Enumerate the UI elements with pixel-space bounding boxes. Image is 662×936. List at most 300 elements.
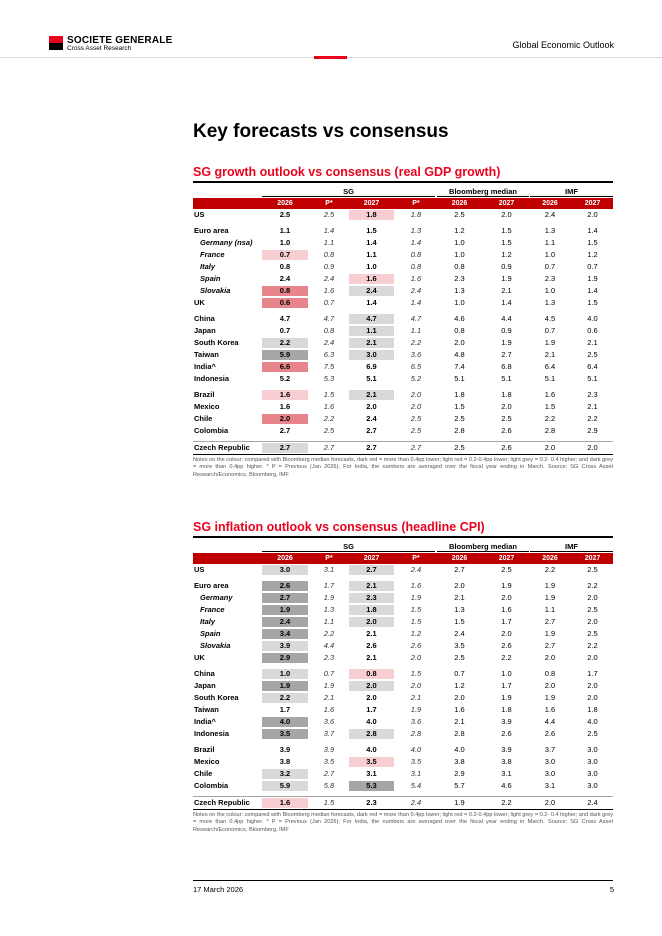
table-cell: 3.1 xyxy=(410,768,422,778)
table-cell: 5.7 xyxy=(454,780,465,790)
row-label: Slovakia xyxy=(200,640,231,650)
brand-subtitle: Cross Asset Research xyxy=(67,45,132,52)
table-cell: 0.8 xyxy=(544,668,556,678)
table-cell: 4.7 xyxy=(323,313,335,323)
table-cell: 1.7 xyxy=(279,704,291,714)
table-cell: 1.0 xyxy=(454,249,465,259)
table-cell: 5.1 xyxy=(366,373,377,383)
group-header: Bloomberg median xyxy=(449,186,517,196)
table-cell: 2.5 xyxy=(587,728,598,738)
table-cell: 1.8 xyxy=(454,389,465,399)
table-cell: 1.9 xyxy=(410,704,422,714)
header-accent-bar xyxy=(314,56,347,59)
table-row xyxy=(193,592,613,604)
table-cell: 2.2 xyxy=(544,564,556,574)
table-cell: 1.0 xyxy=(454,297,465,307)
table-cell: 1.8 xyxy=(410,209,422,219)
table-cell: 5.8 xyxy=(323,780,335,790)
table-cell: 1.4 xyxy=(410,237,422,247)
row-label: Slovakia xyxy=(200,285,231,295)
row-label: Czech Republic xyxy=(194,797,250,807)
table-cell: 4.0 xyxy=(454,744,465,754)
table-cell: 2.1 xyxy=(349,338,394,348)
table-cell: 1.7 xyxy=(587,668,598,678)
table-cell: 1.9 xyxy=(501,273,512,283)
table-cell: 2.1 xyxy=(454,716,465,726)
table-cell: 1.6 xyxy=(279,401,291,411)
table-cell: 0.7 xyxy=(544,325,556,335)
table-cell: 2.9 xyxy=(587,425,598,435)
group-header-row xyxy=(193,541,613,552)
column-header: 2027 xyxy=(584,199,601,207)
table-cell: 2.0 xyxy=(544,652,556,662)
table-row xyxy=(193,285,613,297)
table-cell: 1.7 xyxy=(366,704,377,714)
row-label: Germany xyxy=(200,592,233,602)
table-cell: 1.4 xyxy=(366,297,377,307)
footer-divider xyxy=(193,880,613,881)
table-cell: 2.0 xyxy=(544,680,556,690)
table-cell: 1.9 xyxy=(262,605,308,615)
table-cell: 2.6 xyxy=(501,640,512,650)
table-row xyxy=(193,249,613,261)
table-cell: 2.2 xyxy=(587,580,598,590)
row-label: Taiwan xyxy=(194,704,219,714)
title-rule xyxy=(193,536,613,538)
row-label: Spain xyxy=(200,628,221,638)
group-header-underline xyxy=(262,196,435,197)
group-header-underline xyxy=(262,551,435,552)
row-label: Brazil xyxy=(194,389,215,399)
table-cell: 2.6 xyxy=(501,425,512,435)
row-label: Japan xyxy=(194,325,216,335)
table-cell: 1.8 xyxy=(349,210,394,220)
table-row xyxy=(193,564,613,576)
table-cell: 2.7 xyxy=(544,640,556,650)
table-cell: 5.2 xyxy=(410,373,422,383)
table-cell: 0.9 xyxy=(501,325,512,335)
table-cell: 4.0 xyxy=(587,313,598,323)
table-cell: 2.5 xyxy=(501,564,512,574)
table-cell: 1.9 xyxy=(410,592,422,602)
table-row xyxy=(193,668,613,680)
column-header-row xyxy=(193,553,613,564)
table-cell: 3.8 xyxy=(501,756,512,766)
table-cell: 4.4 xyxy=(544,716,556,726)
table-cell: 3.5 xyxy=(262,729,308,739)
table-cell: 2.2 xyxy=(501,652,512,662)
table-cell: 2.4 xyxy=(410,797,422,807)
table-cell: 2.3 xyxy=(366,797,377,807)
table-cell: 3.0 xyxy=(587,744,598,754)
table-row xyxy=(193,237,613,249)
table-cell: 2.0 xyxy=(410,401,422,411)
table-cell: 3.7 xyxy=(544,744,556,754)
table-cell: 0.9 xyxy=(323,261,335,271)
table-row xyxy=(193,325,613,337)
table-row xyxy=(193,209,613,221)
table-cell: 4.4 xyxy=(323,640,335,650)
table-cell: 2.5 xyxy=(323,425,335,435)
table-cell: 3.9 xyxy=(262,641,308,651)
table-cell: 2.0 xyxy=(501,401,512,411)
row-label: China xyxy=(194,313,215,323)
table-bottom-rule xyxy=(193,454,613,455)
table-cell: 6.8 xyxy=(501,361,512,371)
table-cell: 0.6 xyxy=(262,298,308,308)
table-cell: 5.9 xyxy=(262,350,308,360)
table-cell: 2.6 xyxy=(366,640,377,650)
table-cell: 1.6 xyxy=(349,274,394,284)
table-cell: 1.3 xyxy=(454,604,465,614)
table-header xyxy=(193,186,613,209)
table-cell: 7.4 xyxy=(454,361,465,371)
table-cell: 1.8 xyxy=(349,605,394,615)
table-cell: 1.1 xyxy=(410,325,422,335)
column-header: 2027 xyxy=(498,554,515,562)
table-cell: 2.5 xyxy=(454,413,465,423)
row-label: Czech Republic xyxy=(194,442,250,452)
row-label: Japan xyxy=(194,680,216,690)
table-cell: 2.0 xyxy=(454,337,465,347)
table-cell: 1.1 xyxy=(544,604,556,614)
table-cell: 3.5 xyxy=(410,756,422,766)
table-cell: 1.7 xyxy=(501,680,512,690)
table-cell: 6.9 xyxy=(366,361,377,371)
table-cell: 2.1 xyxy=(501,285,512,295)
table-cell: 2.2 xyxy=(501,797,512,807)
table-cell: 1.9 xyxy=(323,680,335,690)
table-cell: 2.7 xyxy=(454,564,465,574)
table-cell: 2.2 xyxy=(323,628,335,638)
table-cell: 0.8 xyxy=(323,325,335,335)
group-header: SG xyxy=(343,186,354,196)
table-cell: 4.0 xyxy=(262,717,308,727)
table-cell: 2.5 xyxy=(501,413,512,423)
row-label: Chile xyxy=(194,413,213,423)
table-cell: 2.6 xyxy=(501,728,512,738)
table-cell: 2.1 xyxy=(587,401,598,411)
table-bottom-rule xyxy=(193,809,613,810)
table-cell: 2.7 xyxy=(323,768,335,778)
table-cell: 1.4 xyxy=(366,237,377,247)
table-cell: 6.4 xyxy=(587,361,598,371)
table-row xyxy=(193,349,613,361)
table-cell: 2.5 xyxy=(410,413,422,423)
table-cell: 3.0 xyxy=(587,768,598,778)
table-cell: 1.0 xyxy=(366,261,377,271)
table-cell: 6.4 xyxy=(544,361,556,371)
table-cell: 2.7 xyxy=(323,442,335,452)
table-cell: 2.0 xyxy=(501,628,512,638)
table-cell: 1.9 xyxy=(454,797,465,807)
row-label: South Korea xyxy=(194,337,239,347)
table-cell: 2.4 xyxy=(544,209,556,219)
table-cell: 1.3 xyxy=(323,604,335,614)
page-number: 5 xyxy=(609,885,614,894)
table-cell: 4.6 xyxy=(454,313,465,323)
table-cell: 0.7 xyxy=(279,325,291,335)
table-cell: 2.6 xyxy=(410,640,422,650)
table-cell: 3.9 xyxy=(279,744,291,754)
table-title: SG inflation outlook vs consensus (headline CPI) xyxy=(193,520,485,534)
table-cell: 1.2 xyxy=(587,249,598,259)
row-label: Colombia xyxy=(194,425,229,435)
table-cell: 4.0 xyxy=(366,716,377,726)
table-cell: 1.5 xyxy=(410,604,422,614)
table-row xyxy=(193,616,613,628)
group-header-underline xyxy=(437,196,529,197)
table-cell: 5.1 xyxy=(587,373,598,383)
row-label: India^ xyxy=(194,716,216,726)
table-cell: 4.7 xyxy=(349,314,394,324)
row-label: Chile xyxy=(194,768,213,778)
table-row xyxy=(193,716,613,728)
table-cell: 3.0 xyxy=(587,756,598,766)
column-header: P* xyxy=(412,199,420,207)
table-cell: 3.1 xyxy=(366,768,377,778)
group-header: IMF xyxy=(565,186,578,196)
table-cell: 7.5 xyxy=(323,361,335,371)
table-cell: 2.0 xyxy=(349,617,394,627)
table-row xyxy=(193,728,613,740)
table-cell: 2.0 xyxy=(410,389,422,399)
table-cell: 0.7 xyxy=(544,261,556,271)
table-cell: 1.4 xyxy=(410,297,422,307)
table-cell: 2.0 xyxy=(544,442,556,452)
table-cell: 1.9 xyxy=(544,628,556,638)
table-cell: 2.4 xyxy=(587,797,598,807)
table-cell: 1.7 xyxy=(323,580,335,590)
table-cell: 2.5 xyxy=(323,209,335,219)
table-row xyxy=(193,361,613,373)
table-cell: 1.0 xyxy=(454,237,465,247)
row-label: UK xyxy=(194,652,205,662)
table-cell: 2.0 xyxy=(366,401,377,411)
table-cell: 0.8 xyxy=(454,261,465,271)
table-cell: 2.7 xyxy=(366,425,377,435)
row-label: US xyxy=(194,564,205,574)
table-cell: 3.0 xyxy=(587,780,598,790)
table-row xyxy=(193,768,613,780)
table-cell: 2.1 xyxy=(366,652,377,662)
table-cell: 2.5 xyxy=(454,652,465,662)
table-cell: 1.4 xyxy=(323,225,335,235)
brand-name: SOCIETE GENERALE xyxy=(67,35,173,46)
societe-generale-logo-icon xyxy=(49,36,63,50)
table-cell: 4.8 xyxy=(454,349,465,359)
row-label: Indonesia xyxy=(194,373,230,383)
table-cell: 2.2 xyxy=(410,337,422,347)
table-cell: 2.0 xyxy=(366,692,377,702)
group-header: Bloomberg median xyxy=(449,541,517,551)
table-cell: 1.4 xyxy=(587,225,598,235)
table-cell: 0.9 xyxy=(501,261,512,271)
table-cell: 1.0 xyxy=(279,237,291,247)
column-header: 2026 xyxy=(542,554,558,562)
table-cell: 2.3 xyxy=(349,593,394,603)
row-label: Italy xyxy=(200,616,216,626)
table-cell: 2.7 xyxy=(410,442,422,452)
table-cell: 2.1 xyxy=(349,390,394,400)
table-cell: 2.7 xyxy=(501,349,512,359)
table-notes: Notes on the colour: compared with Bloomberg median forecasts, dark red = more than 0.4pp lower; light red = 0.2-0.4pp lower; light grey = 0.2- 0.4 higher; and dark grey = more than 0.4pp higher. * P = Previous (Jan 2026); For India, the numbers are averaged over the fiscal year ending in March. Source: SG Cross Asset Research/Economics, Bloomberg, IMF xyxy=(193,456,613,479)
table-cell: 1.6 xyxy=(262,390,308,400)
title-rule xyxy=(193,181,613,183)
table-cell: 2.1 xyxy=(366,628,377,638)
table-cell: 2.2 xyxy=(262,338,308,348)
table-cell: 1.5 xyxy=(410,616,422,626)
table-cell: 6.5 xyxy=(410,361,422,371)
table-row xyxy=(193,692,613,704)
table-cell: 3.6 xyxy=(323,716,335,726)
table-cell: 3.1 xyxy=(323,564,335,574)
table-cell: 1.9 xyxy=(501,692,512,702)
table-cell: 3.0 xyxy=(349,350,394,360)
table-cell: 1.5 xyxy=(501,237,512,247)
table-cell: 1.2 xyxy=(501,249,512,259)
table-cell: 2.0 xyxy=(587,692,598,702)
table-cell: 2.4 xyxy=(279,273,291,283)
table-cell: 1.6 xyxy=(410,580,422,590)
page-title: Key forecasts vs consensus xyxy=(193,121,449,142)
table-cell: 2.0 xyxy=(544,797,556,807)
table-cell: 0.7 xyxy=(587,261,598,271)
table-cell: 2.1 xyxy=(454,592,465,602)
column-header: 2026 xyxy=(451,554,468,562)
row-label: Indonesia xyxy=(194,728,230,738)
table-cell: 1.1 xyxy=(323,616,335,626)
table-cell: 1.6 xyxy=(323,285,335,295)
table-cell: 1.2 xyxy=(454,680,465,690)
table-cell: 0.7 xyxy=(323,668,335,678)
column-header: 2026 xyxy=(277,199,293,207)
table-cell: 3.0 xyxy=(262,565,308,575)
table-cell: 1.1 xyxy=(544,237,556,247)
growth-table-section xyxy=(193,164,613,480)
table-row xyxy=(193,780,613,792)
table-cell: 1.5 xyxy=(587,297,598,307)
table-cell: 2.0 xyxy=(410,680,422,690)
table-cell: 2.0 xyxy=(454,580,465,590)
table-cell: 3.1 xyxy=(544,780,556,790)
table-cell: 1.5 xyxy=(410,668,422,678)
table-cell: 1.6 xyxy=(410,273,422,283)
table-cell: 1.6 xyxy=(454,704,465,714)
column-header: 2027 xyxy=(584,554,601,562)
table-cell: 2.4 xyxy=(410,285,422,295)
table-cell: 2.5 xyxy=(587,604,598,614)
table-cell: 0.8 xyxy=(323,249,335,259)
table-row xyxy=(193,337,613,349)
table-cell: 2.3 xyxy=(544,273,556,283)
table-cell: 2.1 xyxy=(323,692,335,702)
table-cell: 1.9 xyxy=(501,337,512,347)
table-cell: 2.0 xyxy=(587,209,598,219)
group-header-underline xyxy=(437,551,529,552)
table-cell: 2.5 xyxy=(587,564,598,574)
group-header-underline xyxy=(530,196,613,197)
table-cell: 0.7 xyxy=(323,297,335,307)
table-cell: 4.4 xyxy=(501,313,512,323)
table-row xyxy=(193,704,613,716)
table-cell: 2.7 xyxy=(349,565,394,575)
table-cell: 2.7 xyxy=(279,425,291,435)
table-cell: 1.4 xyxy=(501,297,512,307)
table-cell: 2.3 xyxy=(454,273,465,283)
table-cell: 3.9 xyxy=(501,716,512,726)
row-label: Germany (nsa) xyxy=(200,237,253,247)
table-cell: 3.5 xyxy=(349,757,394,767)
table-cell: 1.5 xyxy=(454,401,465,411)
table-cell: 1.8 xyxy=(587,704,598,714)
table-cell: 2.5 xyxy=(279,209,291,219)
table-row xyxy=(193,441,613,454)
table-cell: 4.6 xyxy=(501,780,512,790)
table-row xyxy=(193,225,613,237)
table-cell: 5.1 xyxy=(501,373,512,383)
table-row xyxy=(193,628,613,640)
table-cell: 5.9 xyxy=(262,781,308,791)
table-header xyxy=(193,541,613,564)
row-label: Italy xyxy=(200,261,216,271)
column-header: 2026 xyxy=(542,199,558,207)
table-cell: 0.8 xyxy=(349,669,394,679)
table-cell: 1.6 xyxy=(501,604,512,614)
table-cell: 2.6 xyxy=(501,442,512,452)
table-cell: 1.6 xyxy=(544,389,556,399)
table-cell: 3.9 xyxy=(323,744,335,754)
table-cell: 0.8 xyxy=(454,325,465,335)
table-cell: 1.8 xyxy=(501,704,512,714)
table-cell: 2.2 xyxy=(587,640,598,650)
table-row xyxy=(193,413,613,425)
table-cell: 1.9 xyxy=(544,337,556,347)
table-cell: 2.8 xyxy=(544,425,556,435)
table-cell: 2.2 xyxy=(544,413,556,423)
table-cell: 1.9 xyxy=(587,273,598,283)
table-cell: 2.8 xyxy=(454,425,465,435)
table-cell: 3.5 xyxy=(454,640,465,650)
table-cell: 2.2 xyxy=(587,413,598,423)
table-row xyxy=(193,401,613,413)
table-cell: 4.5 xyxy=(544,313,556,323)
table-row xyxy=(193,796,613,809)
table-cell: 2.0 xyxy=(262,414,308,424)
table-cell: 1.9 xyxy=(544,692,556,702)
table-cell: 3.6 xyxy=(410,349,422,359)
table-cell: 0.7 xyxy=(262,250,308,260)
row-label: India^ xyxy=(194,361,216,371)
column-header: 2026 xyxy=(277,554,293,562)
table-cell: 1.5 xyxy=(501,225,512,235)
table-cell: 1.2 xyxy=(454,225,465,235)
table-cell: 1.4 xyxy=(587,285,598,295)
table-cell: 3.9 xyxy=(501,744,512,754)
table-cell: 3.2 xyxy=(262,769,308,779)
row-label: France xyxy=(200,604,225,614)
table-cell: 0.8 xyxy=(410,249,422,259)
table-cell: 0.7 xyxy=(454,668,465,678)
table-cell: 0.6 xyxy=(587,325,598,335)
table-cell: 2.0 xyxy=(587,680,598,690)
table-cell: 2.4 xyxy=(454,628,465,638)
table-row xyxy=(193,273,613,285)
table-row xyxy=(193,680,613,692)
table-cell: 1.5 xyxy=(366,225,377,235)
column-header: 2026 xyxy=(451,199,468,207)
table-cell: 5.3 xyxy=(323,373,335,383)
